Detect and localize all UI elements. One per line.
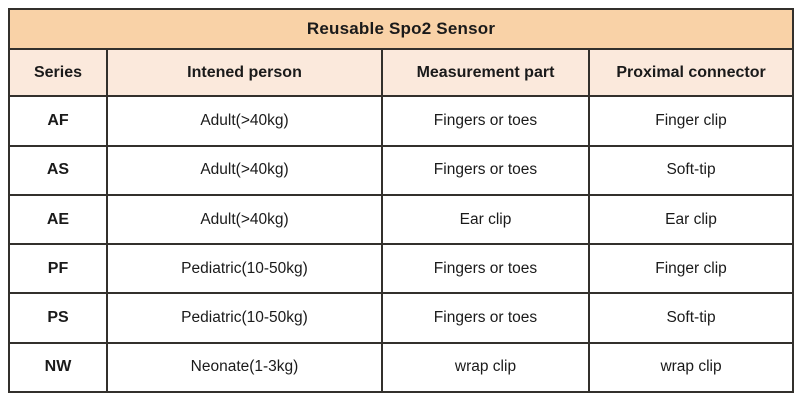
table-title: Reusable Spo2 Sensor [9,9,793,49]
cell-intended-person: Neonate(1-3kg) [107,343,382,392]
cell-measurement-part: wrap clip [382,343,589,392]
cell-proximal-connector: wrap clip [589,343,793,392]
cell-intended-person: Adult(>40kg) [107,146,382,195]
table-row-pf [9,244,793,293]
cell-series: PS [9,293,107,342]
column-header-proximal-connector: Proximal connector [589,49,793,96]
cell-intended-person: Pediatric(10-50kg) [107,293,382,342]
table-header-row [9,49,793,96]
cell-proximal-connector: Ear clip [589,195,793,244]
cell-series: PF [9,244,107,293]
cell-series: AS [9,146,107,195]
table-row-nw [9,343,793,392]
column-header-intended-person: Intened person [107,49,382,96]
spo2-sensor-spec-table [8,8,794,393]
cell-intended-person: Pediatric(10-50kg) [107,244,382,293]
table-row-as [9,146,793,195]
column-header-series: Series [9,49,107,96]
cell-measurement-part: Fingers or toes [382,96,589,145]
cell-series: AF [9,96,107,145]
cell-measurement-part: Fingers or toes [382,146,589,195]
cell-intended-person: Adult(>40kg) [107,96,382,145]
cell-intended-person: Adult(>40kg) [107,195,382,244]
table-title-row [9,9,793,49]
cell-series: AE [9,195,107,244]
cell-measurement-part: Ear clip [382,195,589,244]
cell-proximal-connector: Soft-tip [589,146,793,195]
cell-series: NW [9,343,107,392]
cell-proximal-connector: Soft-tip [589,293,793,342]
table-row-af [9,96,793,145]
cell-proximal-connector: Finger clip [589,96,793,145]
column-header-measurement-part: Measurement part [382,49,589,96]
cell-proximal-connector: Finger clip [589,244,793,293]
table-row-ae [9,195,793,244]
cell-measurement-part: Fingers or toes [382,293,589,342]
table-row-ps [9,293,793,342]
cell-measurement-part: Fingers or toes [382,244,589,293]
